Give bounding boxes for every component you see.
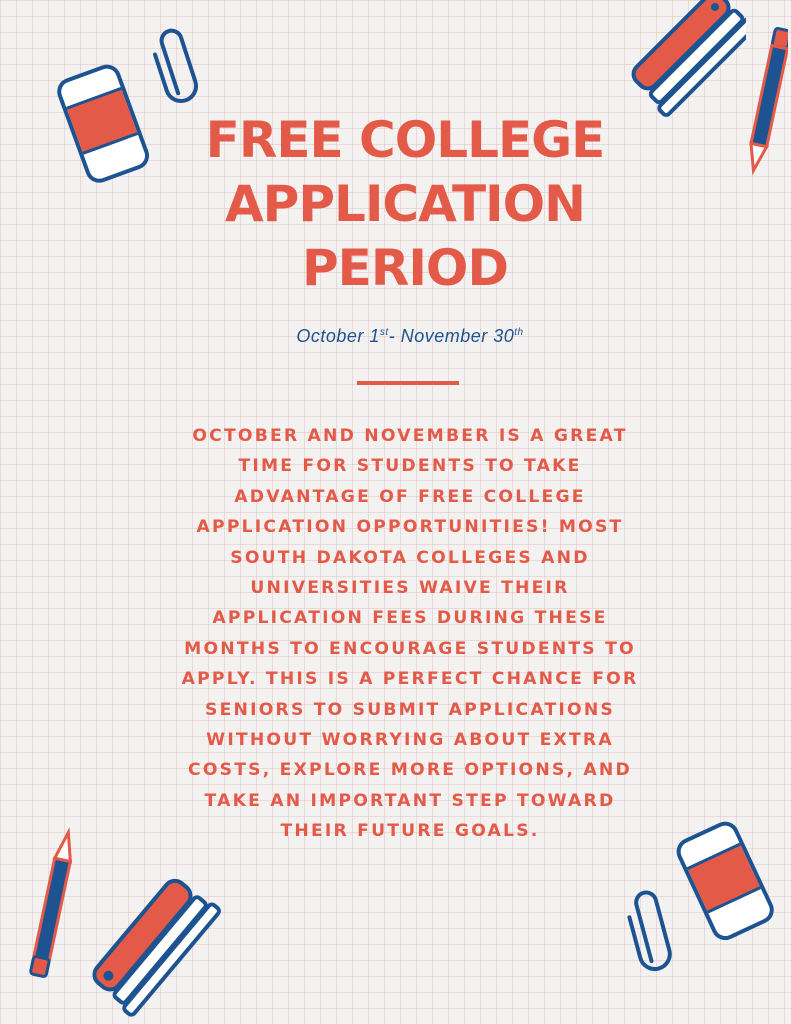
start-date: October 1 <box>296 326 380 346</box>
pencil-icon <box>748 22 788 182</box>
end-date-suffix: th <box>514 327 524 338</box>
stapler-icon <box>70 858 230 1018</box>
paperclip-icon <box>148 22 208 112</box>
eraser-icon <box>672 815 782 945</box>
end-date: - November 30 <box>388 326 515 346</box>
paperclip-icon <box>622 884 682 980</box>
title-line: FREE COLLEGE <box>205 111 605 169</box>
divider <box>357 381 459 385</box>
date-range <box>180 326 640 347</box>
title-line: APPLICATION <box>224 175 586 233</box>
page-title <box>95 108 715 300</box>
start-date-suffix: st <box>379 327 389 338</box>
body-paragraph: OCTOBER AND NOVEMBER IS A GREAT TIME FOR STUDENTS TO TAKE ADVANTAGE OF FREE COLLEGE APPLICATION OPPORTUNITIES! MOST SOUTH DAKOTA COLLEGES AND UNIVERSITIES WAIVE THEIR APPLICATION FEES DURING THESE MONTHS TO ENCOURAGE STUDENTS TO APPLY. THIS IS A PERFECT CHANCE FOR SENIORS TO SUBMIT APPLICATIONS WITHOUT WORRYING ABOUT EXTRA COSTS, EXPLORE MORE OPTIONS, AND TAKE AN IMPORTANT STEP TOWARD THEIR FUTURE GOALS. <box>181 426 639 842</box>
title-line: PERIOD <box>302 239 508 297</box>
